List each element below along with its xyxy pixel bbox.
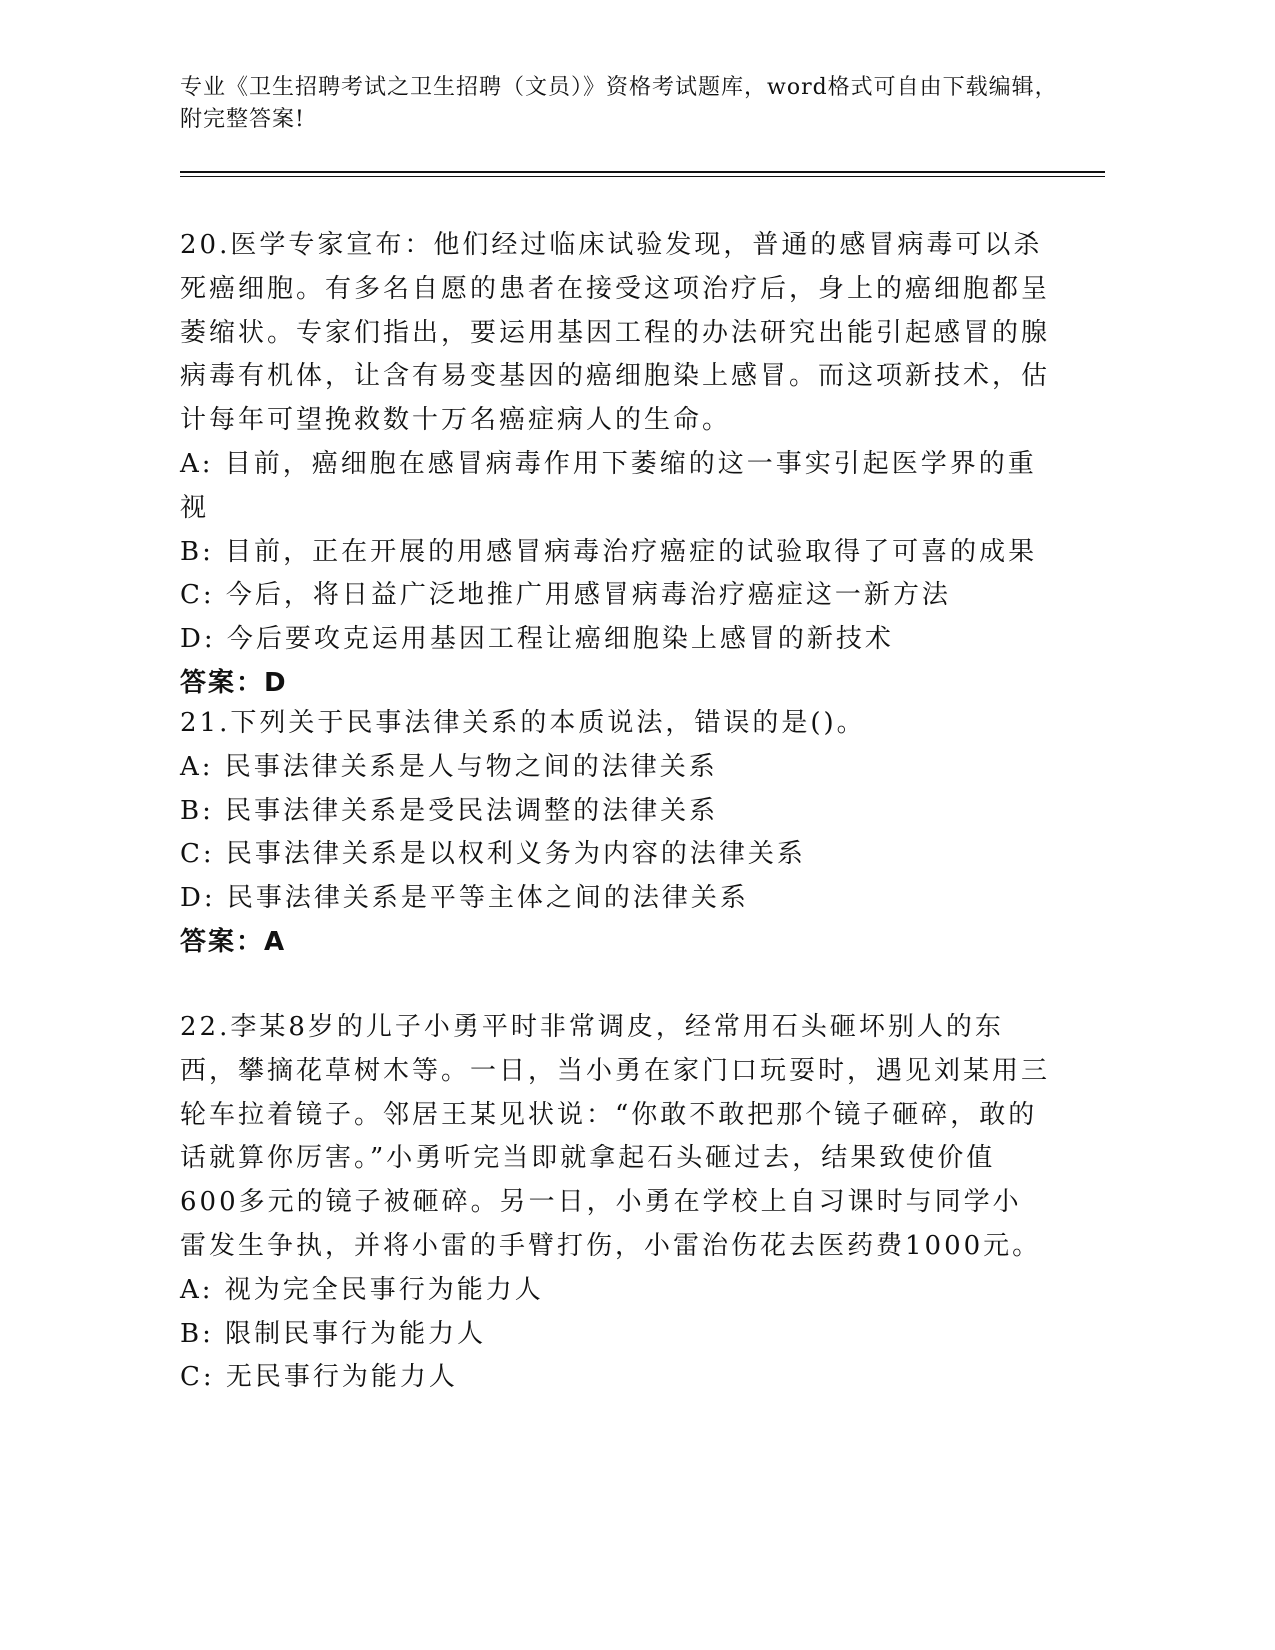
answer-line: 答案：D: [180, 667, 288, 698]
option-b: B: 目前，正在开展的用感冒病毒治疗癌症的试验取得了可喜的成果: [180, 536, 1038, 567]
option-a: A: 民事法律关系是人与物之间的法律关系: [180, 751, 718, 782]
option-c: C: 无民事行为能力人: [180, 1362, 458, 1393]
option-a: A: 视为完全民事行为能力人: [180, 1274, 544, 1305]
option-a: A: 目前，癌细胞在感冒病毒作用下萎缩的这一事实引起医学界的重视: [180, 448, 1037, 523]
option-d: D: 民事法律关系是平等主体之间的法律关系: [180, 883, 749, 914]
option-b: B: 民事法律关系是受民法调整的法律关系: [180, 795, 719, 826]
document-header: 专业《卫生招聘考试之卫生招聘（文员）》资格考试题库，word格式可自由下载编辑，附完整答案!: [180, 75, 1058, 132]
question-20: [180, 224, 1050, 706]
option-c: C: 民事法律关系是以权利义务为内容的法律关系: [180, 839, 806, 870]
question-21: [180, 702, 1050, 965]
question-stem: 22.李某8岁的儿子小勇平时非常调皮，经常用石头砸坏别人的东西，攀摘花草树木等。一日，当小勇在家门口玩耍时，遇见刘某用三轮车拉着镜子。邻居王某见状说：“你敢不敢把那个镜子砸碎，敢的话就算你厉害。”小勇听完当即就拿起石头砸过去，结果致使价值600多元的镜子被砸碎。另一日，小勇在学校上自习课时与同学小雷发生争执，并将小雷的手臂打伤，小雷治伤花去医药费1000元。: [180, 1012, 1051, 1261]
option-d: D: 今后要攻克运用基因工程让癌细胞染上感冒的新技术: [180, 624, 894, 655]
option-c: C: 今后，将日益广泛地推广用感冒病毒治疗癌症这一新方法: [180, 580, 951, 611]
header-rule-thick: [180, 171, 1105, 173]
question-stem: 21.下列关于民事法律关系的本质说法，错误的是()。: [180, 708, 866, 738]
answer-line: 答案：A: [180, 926, 287, 957]
header-rule-thin: [180, 176, 1105, 177]
question-stem: 20.医学专家宣布：他们经过临床试验发现，普通的感冒病毒可以杀死癌细胞。有多名自愿的患者在接受这项治疗后，身上的癌细胞都呈萎缩状。专家们指出，要运用基因工程的办法研究出能引起感冒的腺病毒有机体，让含有易变基因的癌细胞染上感冒。而这项新技术，估计每年可望挽救数十万名癌症病人的生命。: [180, 230, 1051, 436]
option-b: B: 限制民事行为能力人: [180, 1318, 487, 1349]
question-22: [180, 1006, 1050, 1400]
